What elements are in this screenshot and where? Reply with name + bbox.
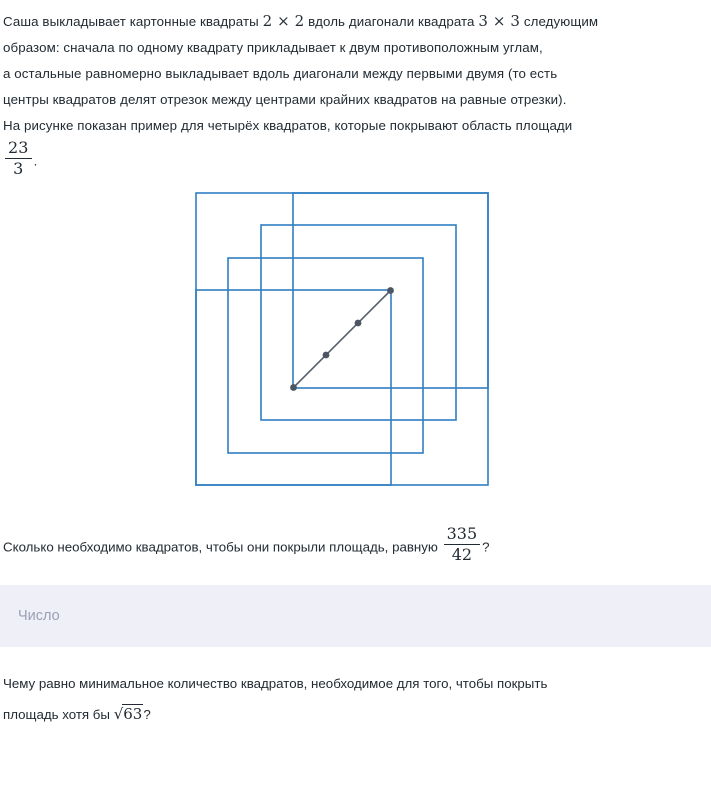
question-two-text-before: площадь хотя бы bbox=[3, 706, 110, 722]
squares-diagram bbox=[191, 191, 521, 511]
example-area-fraction bbox=[5, 139, 32, 179]
problem-line-1-part-a: Саша выкладывает картонные квадраты bbox=[3, 14, 259, 29]
question-one-text: Сколько необходимо квадратов, чтобы они покрыли площадь, равную bbox=[3, 539, 438, 555]
square-size-big: 3 × 3 bbox=[478, 12, 521, 30]
problem-line-6 bbox=[3, 139, 701, 179]
question-one-mark: ? bbox=[482, 539, 490, 555]
center-point-2 bbox=[322, 351, 329, 358]
question-one bbox=[0, 511, 711, 565]
problem-line-1 bbox=[3, 8, 701, 35]
problem-period: . bbox=[33, 153, 38, 169]
sqrt-radicand: 63 bbox=[123, 704, 143, 723]
problem-line-4: центры квадратов делят отрезок между центрами крайних квадратов на равные отрезки). bbox=[3, 92, 567, 107]
problem-line-3: а остальные равномерно выкладывает вдоль диагонали между первыми двумя (то есть bbox=[3, 66, 558, 81]
question-two-line-2 bbox=[3, 699, 701, 730]
example-area-numerator: 23 bbox=[8, 138, 29, 157]
example-area-denominator: 3 bbox=[5, 158, 32, 178]
center-point-3 bbox=[354, 319, 361, 326]
problem-line-1-part-b: вдоль диагонали квадрата bbox=[308, 14, 475, 29]
problem-line-1-part-c: следующим bbox=[523, 14, 599, 29]
center-point-4 bbox=[387, 287, 394, 294]
problem-line-5: На рисунке показан пример для четырёх квадратов, которые покрывают область площади bbox=[3, 118, 573, 133]
problem-line-2: образом: сначала по одному квадрату прикладывает к двум противоположным углам, bbox=[3, 40, 543, 55]
question-two-line-1: Чему равно минимальное количество квадратов, необходимое для того, чтобы покрыть bbox=[3, 675, 548, 691]
question-one-area-numerator: 335 bbox=[446, 523, 478, 543]
center-point-1 bbox=[290, 384, 297, 391]
answer-field-container[interactable] bbox=[0, 585, 711, 647]
answer-input[interactable] bbox=[0, 596, 518, 636]
question-two bbox=[0, 647, 711, 730]
question-one-area-denominator: 42 bbox=[444, 544, 481, 564]
question-one-area-fraction bbox=[444, 525, 481, 565]
square-size-small: 2 × 2 bbox=[262, 12, 305, 30]
centers-diagonal-line bbox=[293, 290, 390, 387]
problem-statement bbox=[0, 0, 711, 179]
sqrt-expression: √63 bbox=[113, 704, 143, 723]
squares-diagram-svg bbox=[191, 191, 521, 511]
figure-container bbox=[0, 191, 711, 511]
question-two-mark: ? bbox=[143, 706, 151, 722]
